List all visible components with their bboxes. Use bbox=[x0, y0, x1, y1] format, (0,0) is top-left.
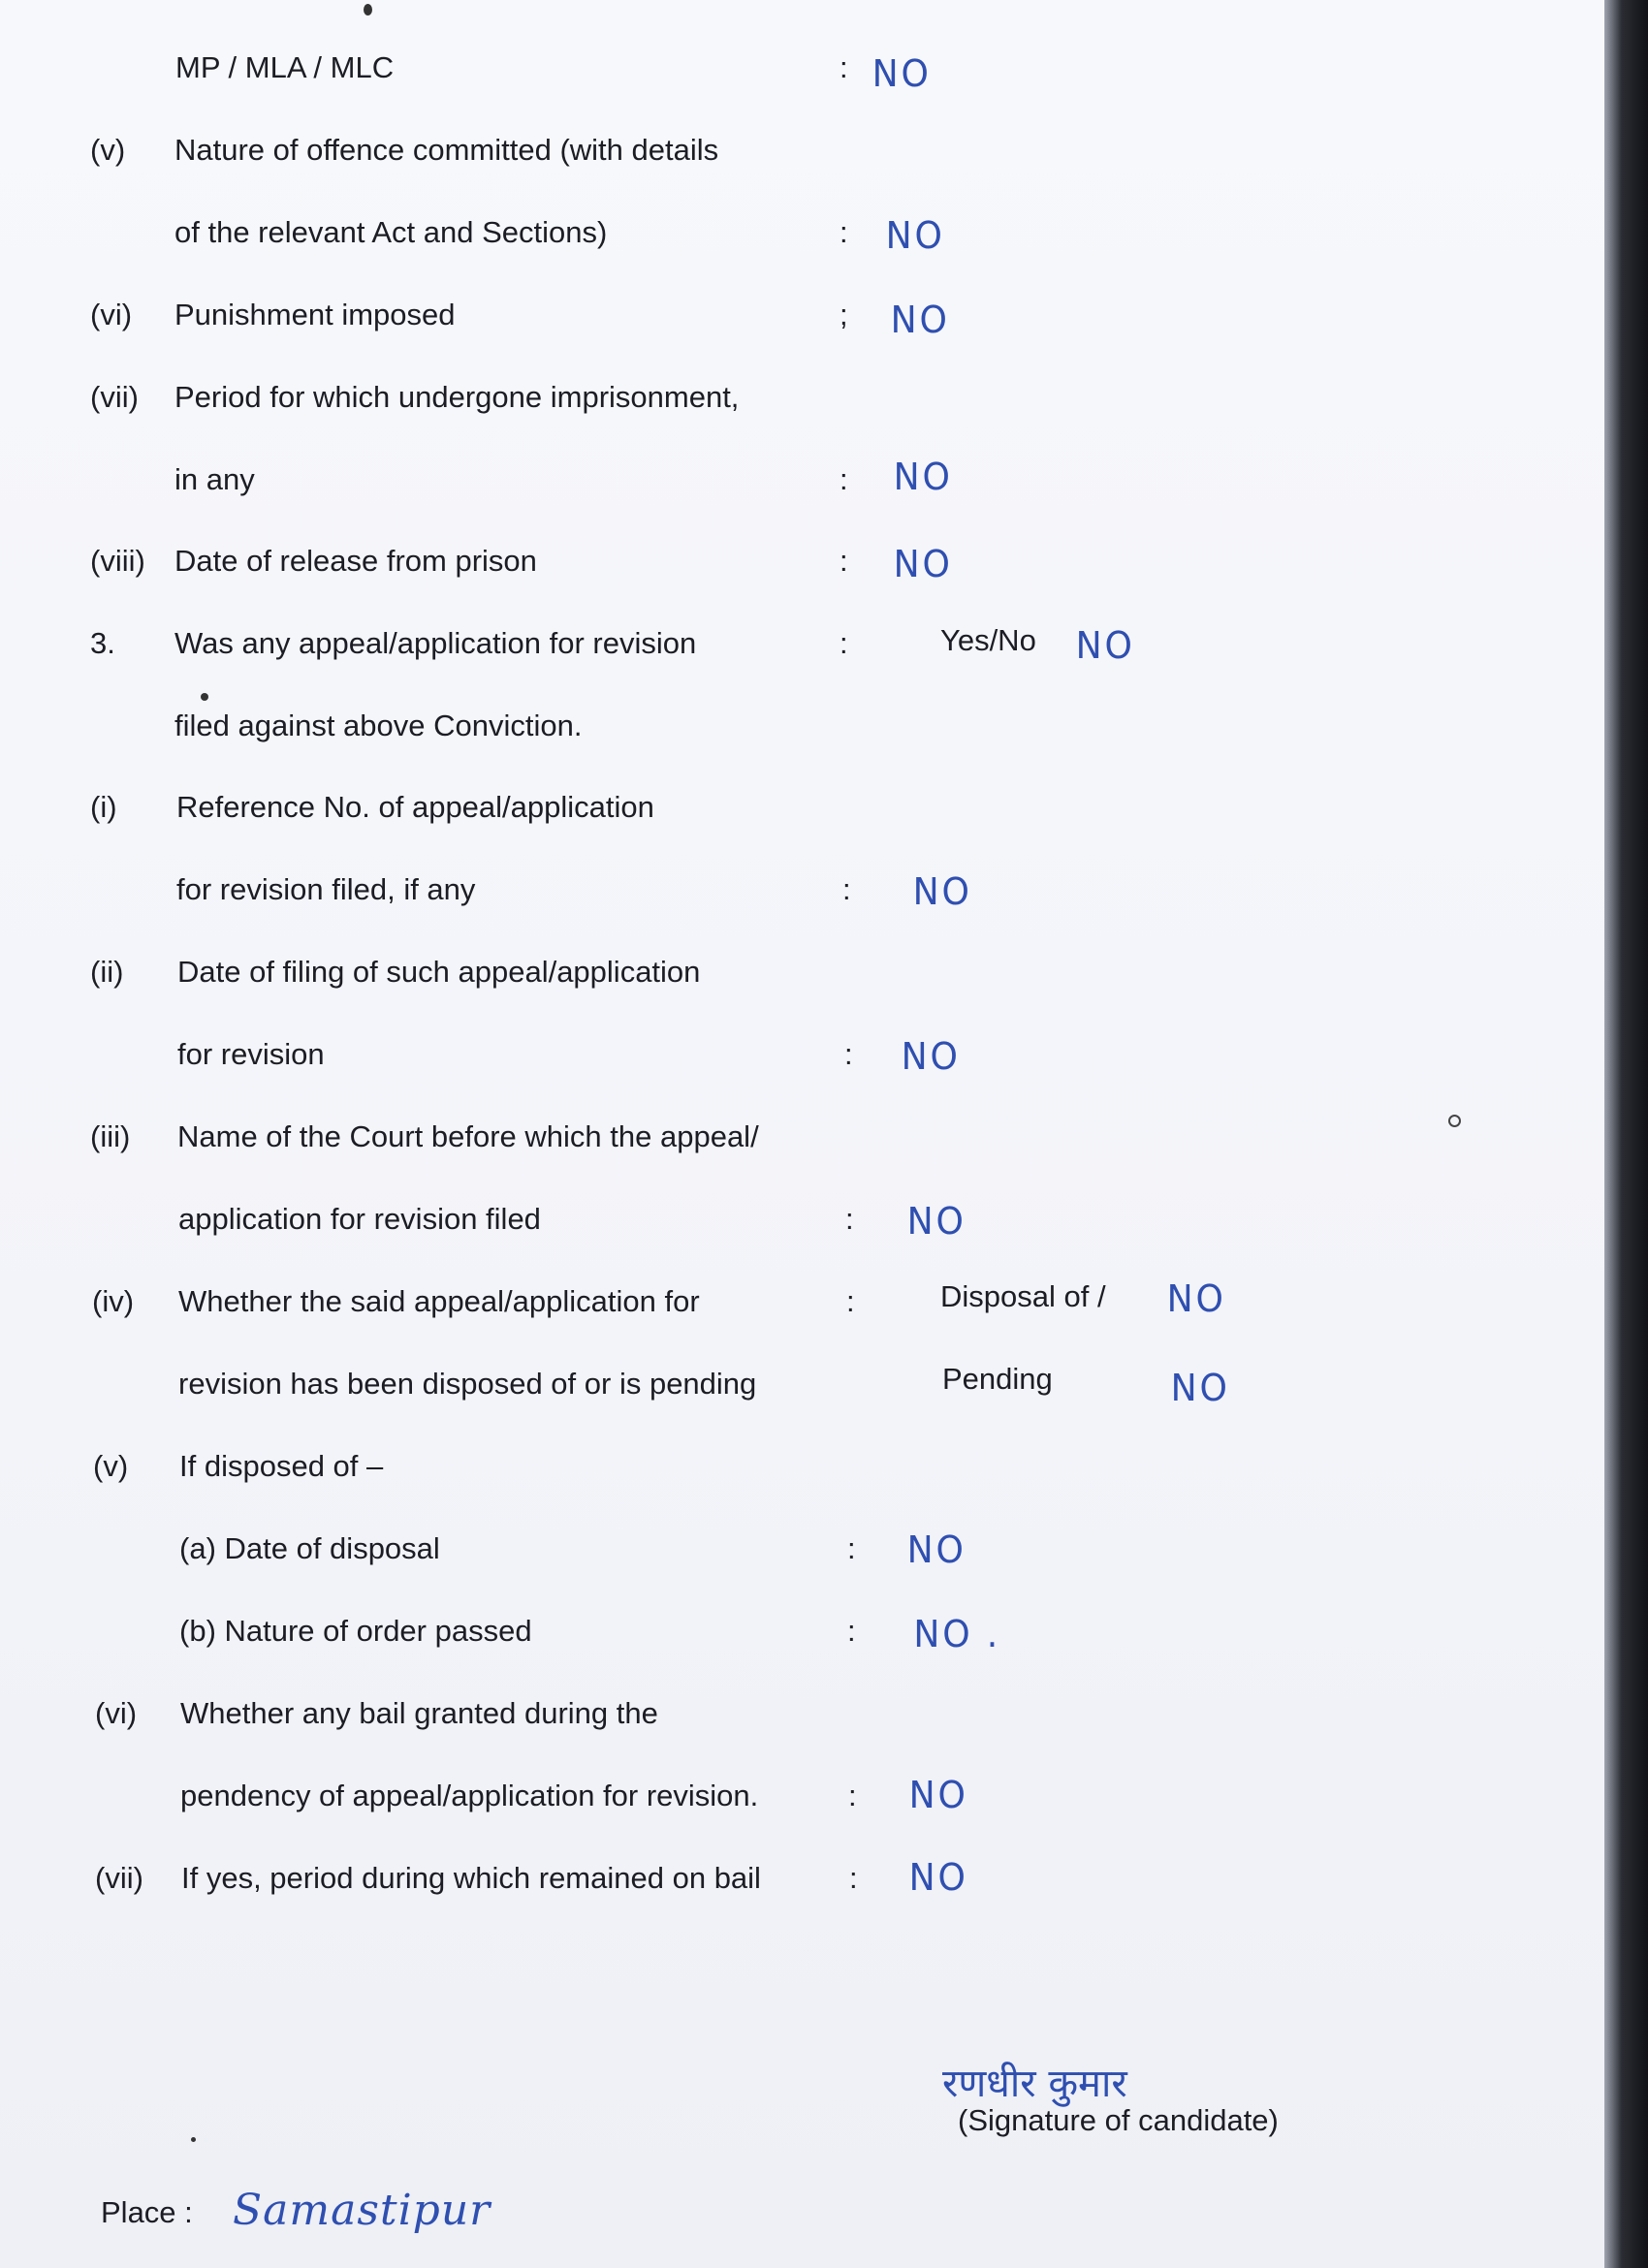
scan-edge bbox=[1604, 0, 1648, 2268]
ink-dot bbox=[201, 693, 208, 701]
row-colon: : bbox=[840, 544, 848, 578]
row-text: Name of the Court before which the appeal/ bbox=[177, 1119, 759, 1153]
row-colon: : bbox=[840, 215, 848, 249]
row-text: Date of release from prison bbox=[174, 544, 537, 578]
row-colon: : bbox=[840, 626, 848, 660]
row-text: Reference No. of appeal/application bbox=[176, 790, 654, 824]
row-colon: : bbox=[847, 1531, 856, 1565]
row-colon: : bbox=[848, 1779, 857, 1812]
row-text: (a) Date of disposal bbox=[179, 1531, 440, 1565]
candidate-signature: रणधीर कुमार bbox=[942, 2062, 1127, 2106]
row-text: of the relevant Act and Sections) bbox=[174, 215, 608, 249]
handwritten-answer: NO . bbox=[913, 1613, 1001, 1655]
row-text: revision has been disposed of or is pending bbox=[178, 1367, 757, 1401]
row-text: If disposed of – bbox=[179, 1449, 384, 1483]
handwritten-answer: NO bbox=[901, 1035, 961, 1078]
row-text: Punishment imposed bbox=[174, 298, 456, 331]
row-text: Whether any bail granted during the bbox=[180, 1696, 658, 1730]
place-label: Place : bbox=[101, 2195, 193, 2229]
row-text: for revision filed, if any bbox=[176, 872, 476, 906]
handwritten-answer: NO bbox=[893, 456, 953, 498]
yes-no-option: Yes/No bbox=[940, 623, 1036, 657]
row-colon: : bbox=[847, 1614, 856, 1648]
handwritten-answer: NO bbox=[1166, 1277, 1226, 1320]
row-number: (viii) bbox=[90, 544, 145, 578]
row-text: Whether the said appeal/application for bbox=[178, 1284, 700, 1318]
handwritten-answer: NO bbox=[908, 1774, 968, 1816]
pending-option: Pending bbox=[942, 1362, 1053, 1396]
row-colon: : bbox=[840, 50, 848, 84]
row-text: Was any appeal/application for revision bbox=[174, 626, 697, 660]
row-text: pendency of appeal/application for revision. bbox=[180, 1779, 759, 1812]
row-text: in any bbox=[174, 462, 255, 496]
row-number: (iii) bbox=[90, 1119, 131, 1153]
row-text: for revision bbox=[177, 1037, 325, 1071]
row-text: application for revision filed bbox=[178, 1202, 541, 1236]
row-colon: : bbox=[845, 1202, 854, 1236]
handwritten-answer: NO bbox=[912, 870, 972, 913]
handwritten-answer: NO bbox=[906, 1200, 967, 1243]
signature-caption: (Signature of candidate) bbox=[958, 2103, 1279, 2137]
handwritten-answer: NO bbox=[890, 299, 950, 341]
handwritten-answer: NO bbox=[908, 1856, 968, 1899]
row-colon: : bbox=[844, 1037, 853, 1071]
row-number: (iv) bbox=[92, 1284, 135, 1318]
row-text: (b) Nature of order passed bbox=[179, 1614, 532, 1648]
handwritten-answer: NO bbox=[906, 1528, 967, 1571]
stray-mark bbox=[191, 2137, 196, 2142]
row-number: (v) bbox=[93, 1449, 129, 1483]
handwritten-answer: NO bbox=[893, 543, 953, 585]
row-colon: ; bbox=[840, 298, 848, 331]
row-text: Date of filing of such appeal/application bbox=[177, 955, 701, 989]
row-number: (i) bbox=[90, 790, 117, 824]
row-number: 3. bbox=[90, 626, 115, 660]
row-number: (vii) bbox=[90, 380, 139, 414]
row-number: (v) bbox=[90, 133, 126, 167]
row-number: (vi) bbox=[95, 1696, 138, 1730]
stray-mark bbox=[1448, 1115, 1461, 1127]
handwritten-answer: NO bbox=[1075, 624, 1135, 667]
handwritten-answer: NO bbox=[885, 214, 945, 257]
row-text: filed against above Conviction. bbox=[174, 709, 583, 742]
handwritten-answer: NO bbox=[872, 52, 932, 95]
place-value: Samastipur bbox=[233, 2186, 491, 2235]
stray-mark bbox=[364, 4, 372, 16]
row-text: Nature of offence committed (with details bbox=[174, 133, 719, 167]
row-number: (vi) bbox=[90, 298, 133, 331]
row-text: If yes, period during which remained on bail bbox=[181, 1861, 761, 1895]
row-number: (ii) bbox=[90, 955, 124, 989]
row-text: MP / MLA / MLC bbox=[175, 50, 395, 84]
row-colon: : bbox=[849, 1861, 858, 1895]
row-colon: : bbox=[846, 1284, 855, 1318]
row-number: (vii) bbox=[95, 1861, 143, 1895]
disposal-option: Disposal of / bbox=[940, 1279, 1106, 1313]
row-colon: : bbox=[842, 872, 851, 906]
row-colon: : bbox=[840, 462, 848, 496]
handwritten-answer: NO bbox=[1170, 1367, 1230, 1409]
row-text: Period for which undergone imprisonment, bbox=[174, 380, 740, 414]
